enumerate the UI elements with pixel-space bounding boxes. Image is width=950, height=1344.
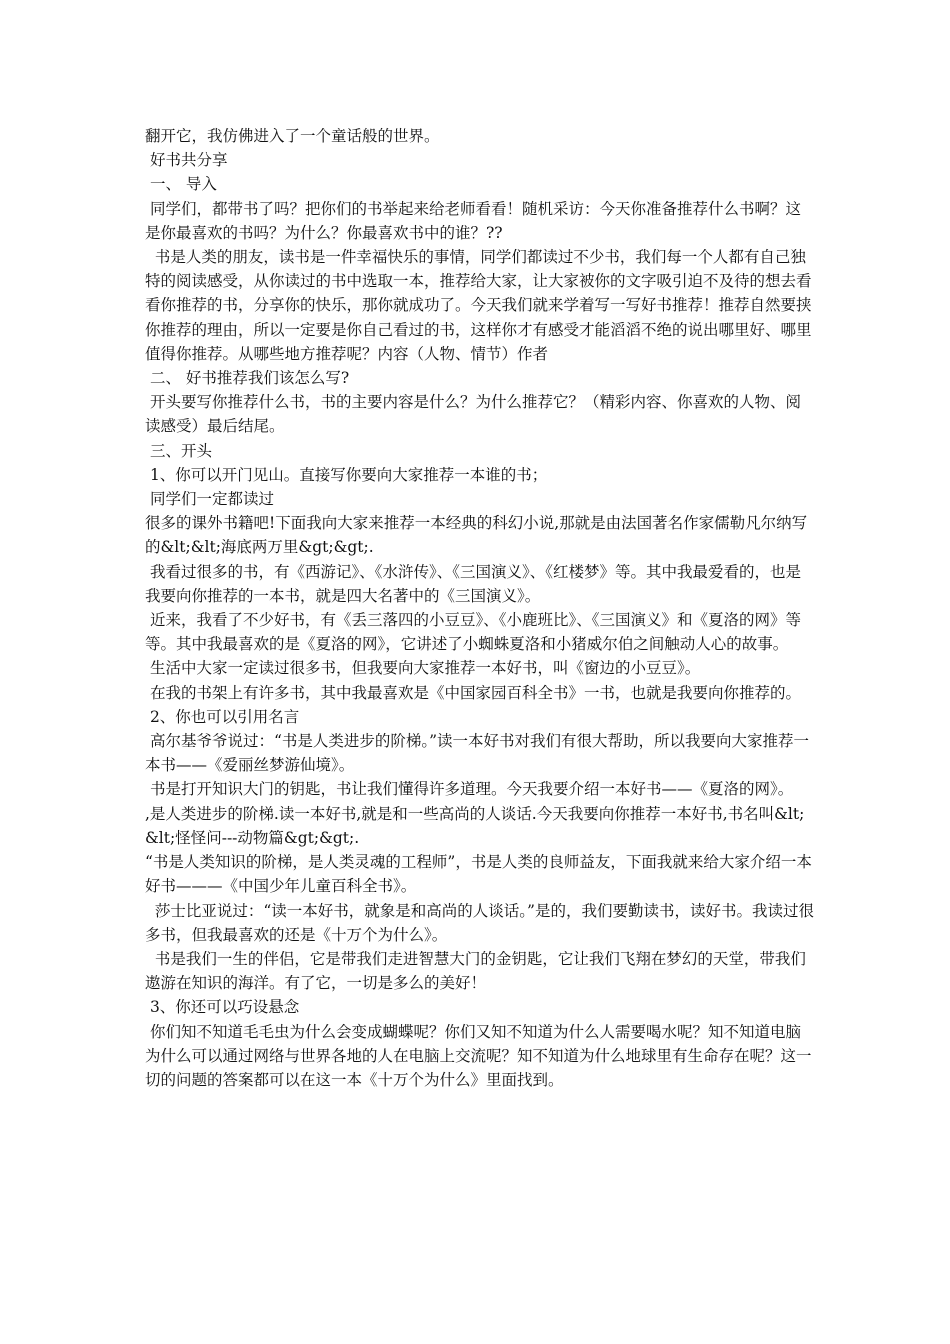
heading: 二、 好书推荐我们该怎么写? bbox=[145, 369, 350, 388]
paragraph: 你们知不知道毛毛虫为什么会变成蝴蝶呢？你们又知不知道为什么人需要喝水呢？知不知道电脑为什么可以通过网络与世界各地的人在电脑上交流呢？知不知道为什么地球里有生命存在呢？这一切的问题的答案都可以在这一本《十万个为什么》里面找到。 bbox=[145, 1022, 812, 1089]
subheading: 1、你可以开门见山。直接写你要向大家推荐一本谁的书； bbox=[145, 465, 548, 484]
paragraph: 书是人类的朋友，读书是一件幸福快乐的事情，同学们都读过不少书，我们每一个人都有自己独特的阅读感受，从你读过的书中选取一本，推荐给大家，让大家被你的文字吸引迫不及待的想去看看你推荐的书，分享你的快乐，那你就成功了。今天我们就来学着写一写好书推荐！推荐自然要挟你推荐的理由，所以一定要是你自己看过的书，这样你才有感受才能滔滔不绝的说出哪里好、哪里值得你推荐。从哪些地方推荐呢？内容（人物、情节）作者 bbox=[145, 248, 812, 363]
paragraph: 书是打开知识大门的钥匙，书让我们懂得许多道理。今天我要介绍一本好书——《夏洛的网》。 bbox=[145, 780, 794, 799]
paragraph: 我看过很多的书，有《西游记》、《水浒传》、《三国演义》、《红楼梦》等。其中我最爱看的，也是我要向你推荐的一本书，就是四大名著中的《三国演义》。 bbox=[145, 562, 801, 605]
paragraph: 翻开它，我仿佛进入了一个童话般的世界。 bbox=[145, 127, 440, 145]
document-body bbox=[145, 124, 815, 1092]
paragraph: 莎士比亚说过：“读一本好书，就象是和高尚的人谈话。”是的，我们要勤读书，读好书。我读过很多书，但我最喜欢的还是《十万个为什么》。 bbox=[145, 901, 814, 944]
heading: 三、开头 bbox=[145, 441, 212, 460]
paragraph: 在我的书架上有许多书，其中我最喜欢是《中国家园百科全书》一书，也就是我要向你推荐的。 bbox=[145, 683, 801, 702]
paragraph: ,是人类进步的阶梯.读一本好书,就是和一些高尚的人谈话.今天我要向你推荐一本好书,书名叫&lt;&lt;怪怪问---动物篇&gt;&gt;. bbox=[145, 804, 805, 847]
paragraph: 高尔基爷爷说过：“书是人类进步的阶梯。”读一本好书对我们有很大帮助，所以我要向大家推荐一本书——《爱丽丝梦游仙境》。 bbox=[145, 732, 810, 775]
paragraph: 同学们一定都读过 bbox=[145, 490, 274, 509]
section-title: 好书共分享 bbox=[145, 151, 228, 170]
paragraph: 书是我们一生的伴侣，它是带我们走进智慧大门的金钥匙，它让我们飞翔在梦幻的天堂，带我们遨游在知识的海洋。有了它，一切是多么的美好！ bbox=[145, 949, 806, 993]
paragraph: 同学们，都带书了吗？把你们的书举起来给老师看看！随机采访：今天你准备推荐什么书啊？这是你最喜欢的书吗？为什么？你最喜欢书中的谁？?? bbox=[145, 199, 801, 242]
paragraph: 生活中大家一定读过很多书，但我要向大家推荐一本好书，叫《窗边的小豆豆》。 bbox=[145, 659, 701, 678]
paragraph: “书是人类知识的阶梯，是人类灵魂的工程师”，书是人类的良师益友，下面我就来给大家介绍一本好书———《中国少年儿童百科全书》。 bbox=[145, 853, 812, 896]
subheading: 3、你还可以巧设悬念 bbox=[145, 998, 300, 1017]
paragraph: 很多的课外书籍吧!下面我向大家来推荐一本经典的科幻小说,那就是由法国著名作家儒勒凡尔纳写的&lt;&lt;海底两万里&gt;&gt;. bbox=[145, 514, 808, 557]
paragraph: 近来，我看了不少好书，有《丢三落四的小豆豆》、《小鹿班比》、《三国演义》和《夏洛的网》等等。其中我最喜欢的是《夏洛的网》，它讲述了小蜘蛛夏洛和小猪威尔伯之间触动人心的故事。 bbox=[145, 611, 801, 654]
paragraph: 开头要写你推荐什么书，书的主要内容是什么？为什么推荐它？（精彩内容、你喜欢的人物、阅读感受）最后结尾。 bbox=[145, 393, 801, 436]
subheading: 2、你也可以引用名言 bbox=[145, 707, 300, 726]
heading: 一、 导入 bbox=[145, 175, 217, 194]
